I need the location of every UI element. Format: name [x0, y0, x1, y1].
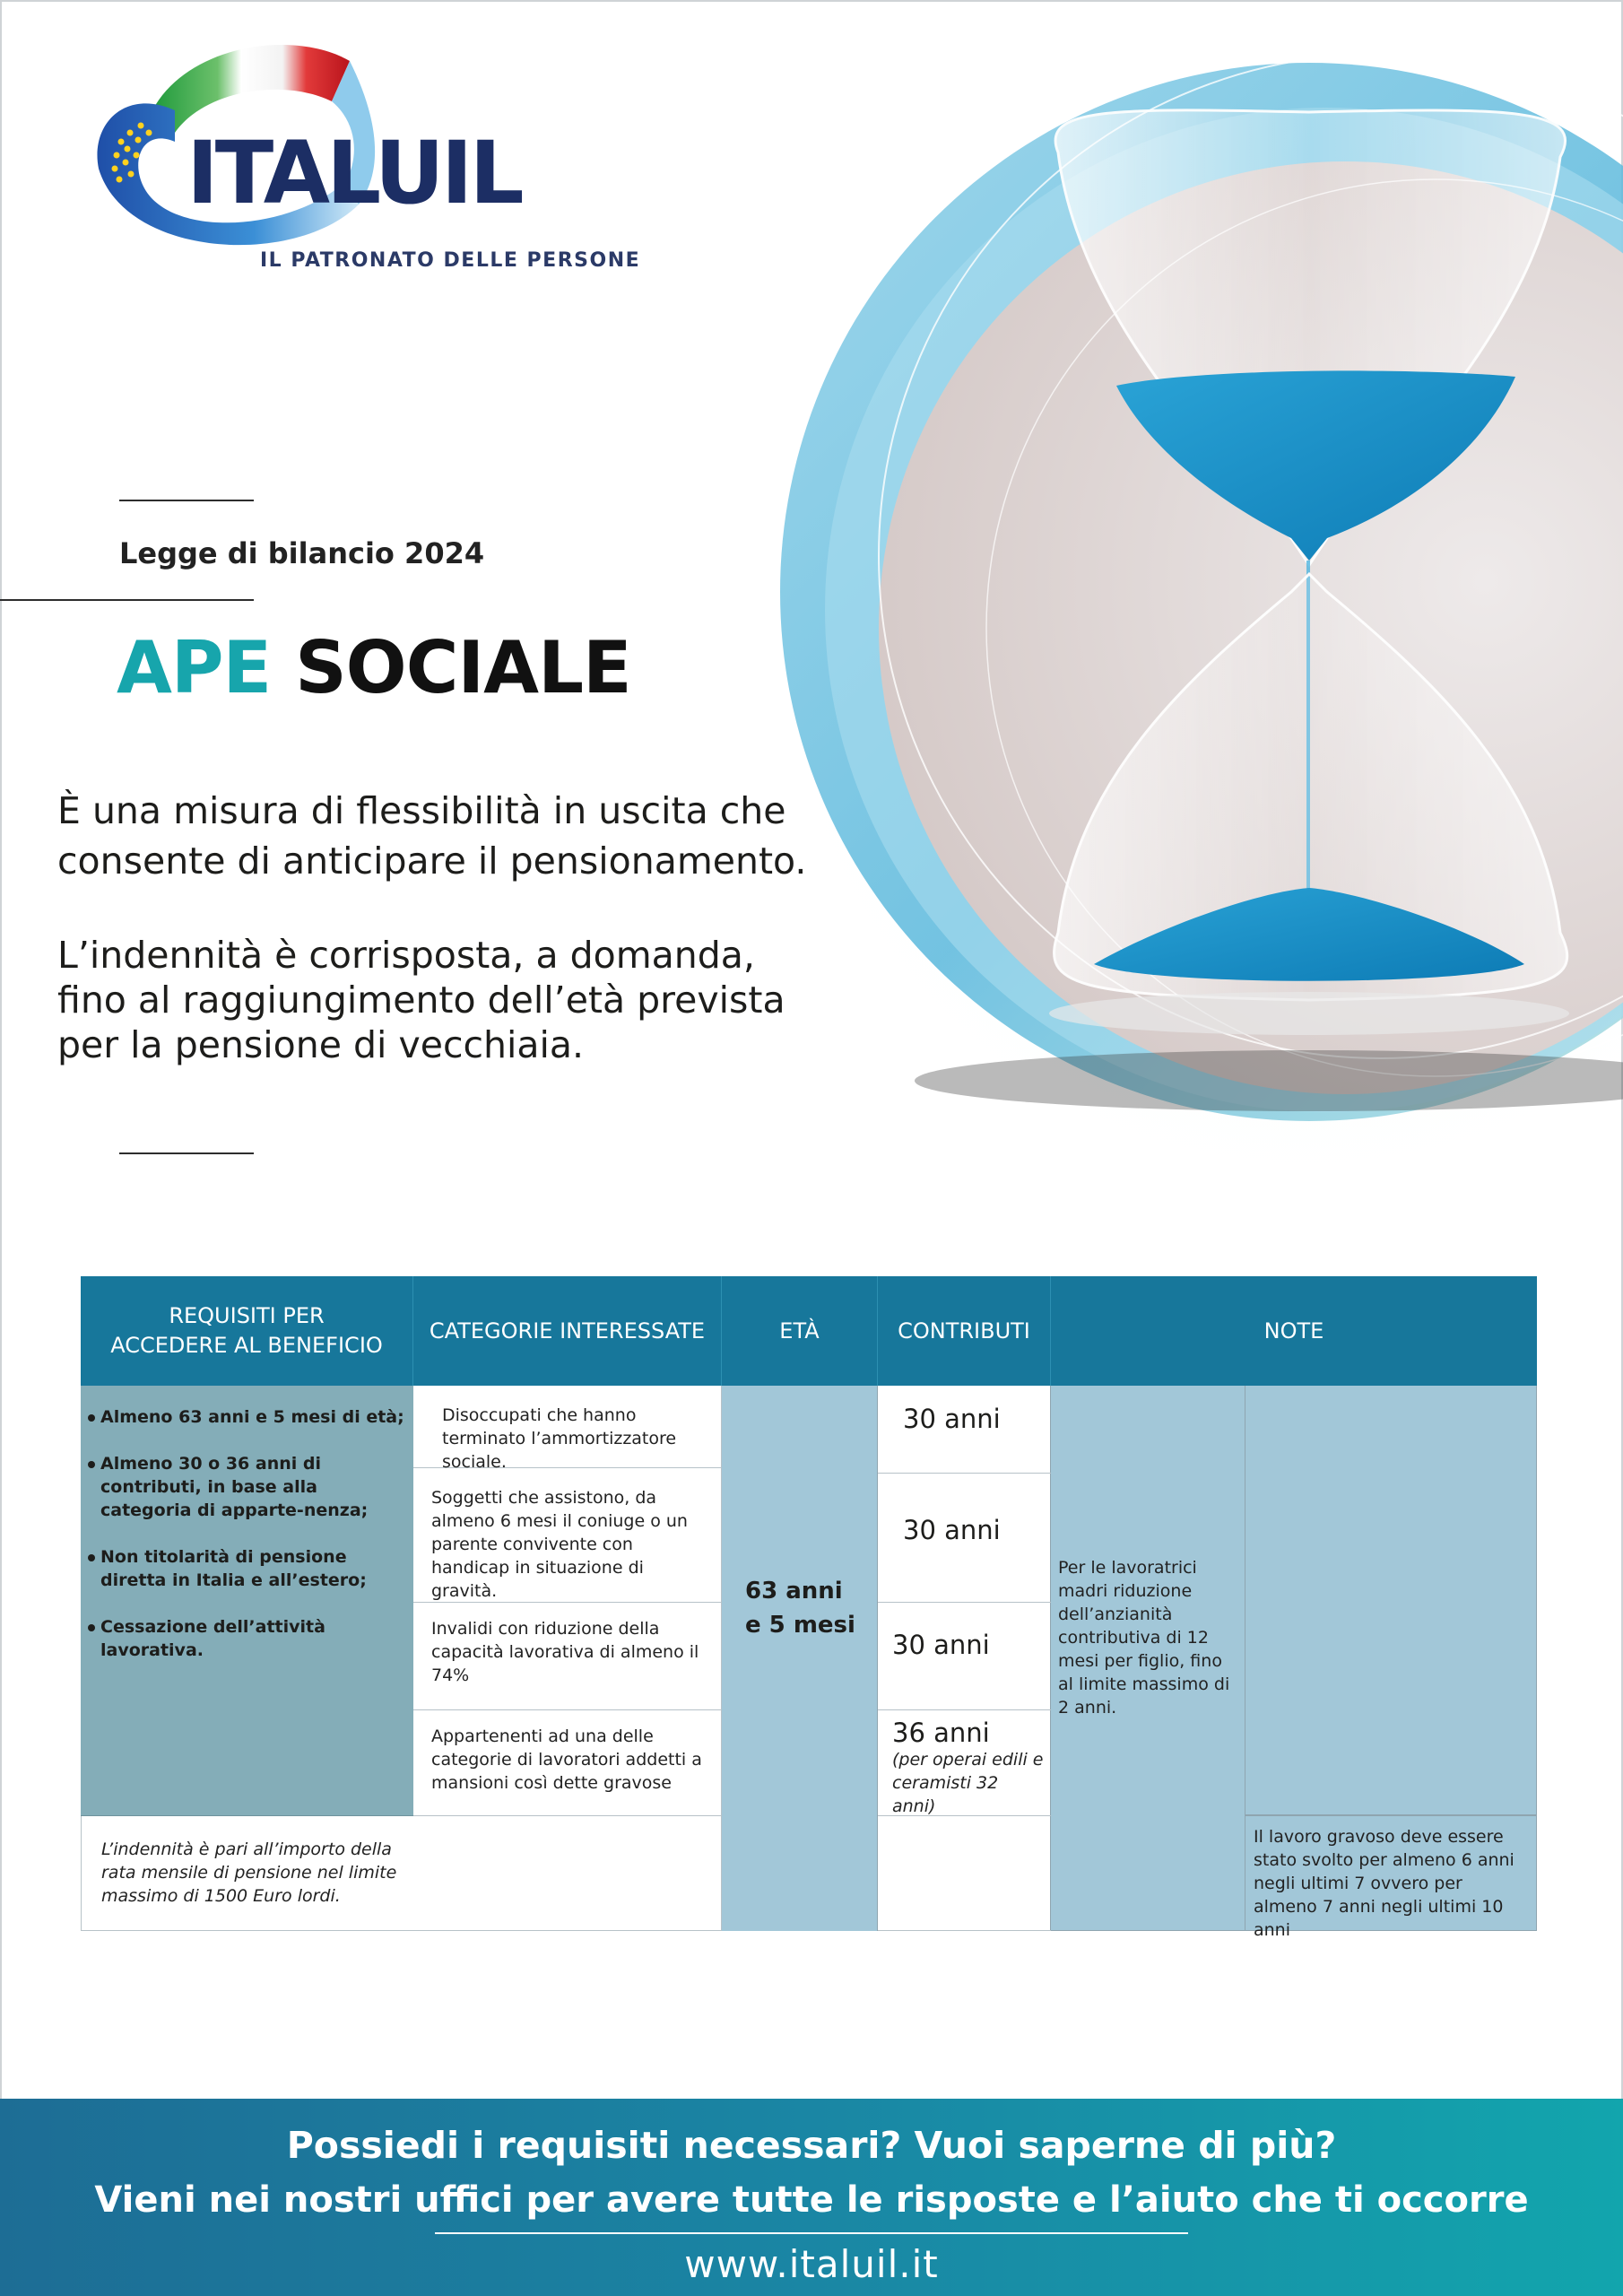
hourglass-illustration	[735, 0, 1623, 1220]
eta-column	[722, 1386, 878, 1931]
contributi-empty	[878, 1816, 1051, 1931]
indennita-note: L’indennità è pari all’importo della rata mensile di pensione nel limite massimo di 1500 Euro lordi.	[81, 1816, 413, 1931]
note-gravoso: Il lavoro gravoso deve essere stato svolto per almeno 6 anni negli ultimi 7 ovvero per almeno 7 anni negli ultimi 10 anni	[1254, 1827, 1515, 1940]
hourglass-icon	[735, 0, 1623, 1220]
header-categorie: CATEGORIE INTERESSATE	[413, 1276, 722, 1386]
eta-value: 63 anni e 5 mesi	[745, 1578, 855, 1639]
requisiti-column	[81, 1386, 413, 1931]
footer-invite: Vieni nei nostri uffici per avere tutte le risposte e l’aiuto che ti occorre	[94, 2179, 1529, 2221]
contributi-row: 30 anni	[878, 1603, 1051, 1710]
footer-divider	[435, 2232, 1188, 2234]
note-madri: Per le lavoratrici madri riduzione dell’anzianità contributiva di 12 mesi per figlio, fino al limite massimo di 2 anni.	[1058, 1558, 1230, 1718]
footer-banner	[0, 2099, 1623, 2296]
header-requisiti: REQUISITI PER ACCEDERE AL BENEFICIO	[81, 1276, 413, 1386]
list-item: Almeno 30 o 36 anni di contributi, in base alla categoria di apparte-nenza;	[88, 1452, 404, 1522]
categoria-row: Soggetti che assistono, da almeno 6 mesi il coniuge o un parente convivente con handicap in situazione di gravità.	[413, 1468, 722, 1603]
categoria-row: Invalidi con riduzione della capacità lavorativa di almeno il 74%	[413, 1603, 722, 1710]
intro-line: È una misura di flessibilità in uscita che	[57, 789, 786, 832]
footer-question: Possiedi i requisiti necessari? Vuoi saperne di più?	[286, 2124, 1337, 2167]
intro-line: consente di anticipare il pensionamento.	[57, 839, 807, 883]
categoria-row: Disoccupati che hanno terminato l’ammortizzatore sociale.	[413, 1386, 722, 1468]
contributi-column	[878, 1386, 1051, 1931]
note-row-divider	[1245, 1814, 1537, 1816]
note-column	[1051, 1386, 1537, 1940]
intro-paragraph-2	[57, 933, 846, 1067]
intro-line: per la pensione di vecchiaia.	[57, 1023, 585, 1066]
top-divider	[119, 500, 254, 501]
law-kicker: Legge di bilancio 2024	[119, 536, 485, 570]
contributi-row: 30 anni	[878, 1474, 1051, 1603]
italuil-logo[interactable]	[90, 25, 641, 285]
requirements-table	[81, 1276, 1537, 1940]
header-eta: ETÀ	[722, 1276, 878, 1386]
intro-line: fino al raggiungimento dell’età prevista	[57, 978, 785, 1022]
logo-emblem-icon	[90, 25, 610, 249]
categorie-column	[413, 1386, 722, 1931]
list-item: Non titolarità di pensione diretta in Italia e all’estero;	[88, 1545, 404, 1592]
intro-line: L’indennità è corrisposta, a domanda,	[57, 934, 755, 977]
logo-tagline: IL PATRONATO DELLE PERSONE	[260, 249, 641, 272]
svg-text:ITALUIL: ITALUIL	[187, 123, 521, 223]
header-contributi: CONTRIBUTI	[878, 1276, 1051, 1386]
categoria-row: Appartenenti ad una delle categorie di lavoratori addetti a mansioni così dette gravose	[413, 1710, 722, 1816]
bottom-divider	[119, 1152, 254, 1154]
intro-paragraph-1	[57, 786, 846, 886]
list-item: Almeno 63 anni e 5 mesi di età;	[88, 1405, 404, 1429]
page-title	[117, 626, 631, 709]
contributi-row: 36 anni (per operai edili e ceramisti 32 anni)	[878, 1710, 1051, 1816]
kicker-divider	[0, 599, 254, 601]
contributi-row: 30 anni	[878, 1386, 1051, 1474]
list-item: Cessazione dell’attività lavorativa.	[88, 1615, 404, 1662]
title-rest: SOCIALE	[295, 626, 631, 709]
header-note: NOTE	[1051, 1276, 1537, 1386]
title-accent: APE	[117, 626, 272, 709]
categoria-empty	[413, 1816, 722, 1931]
website-link[interactable]: www.italuil.it	[684, 2242, 939, 2286]
requisiti-cell	[81, 1386, 413, 1816]
requisiti-list	[88, 1405, 404, 1685]
